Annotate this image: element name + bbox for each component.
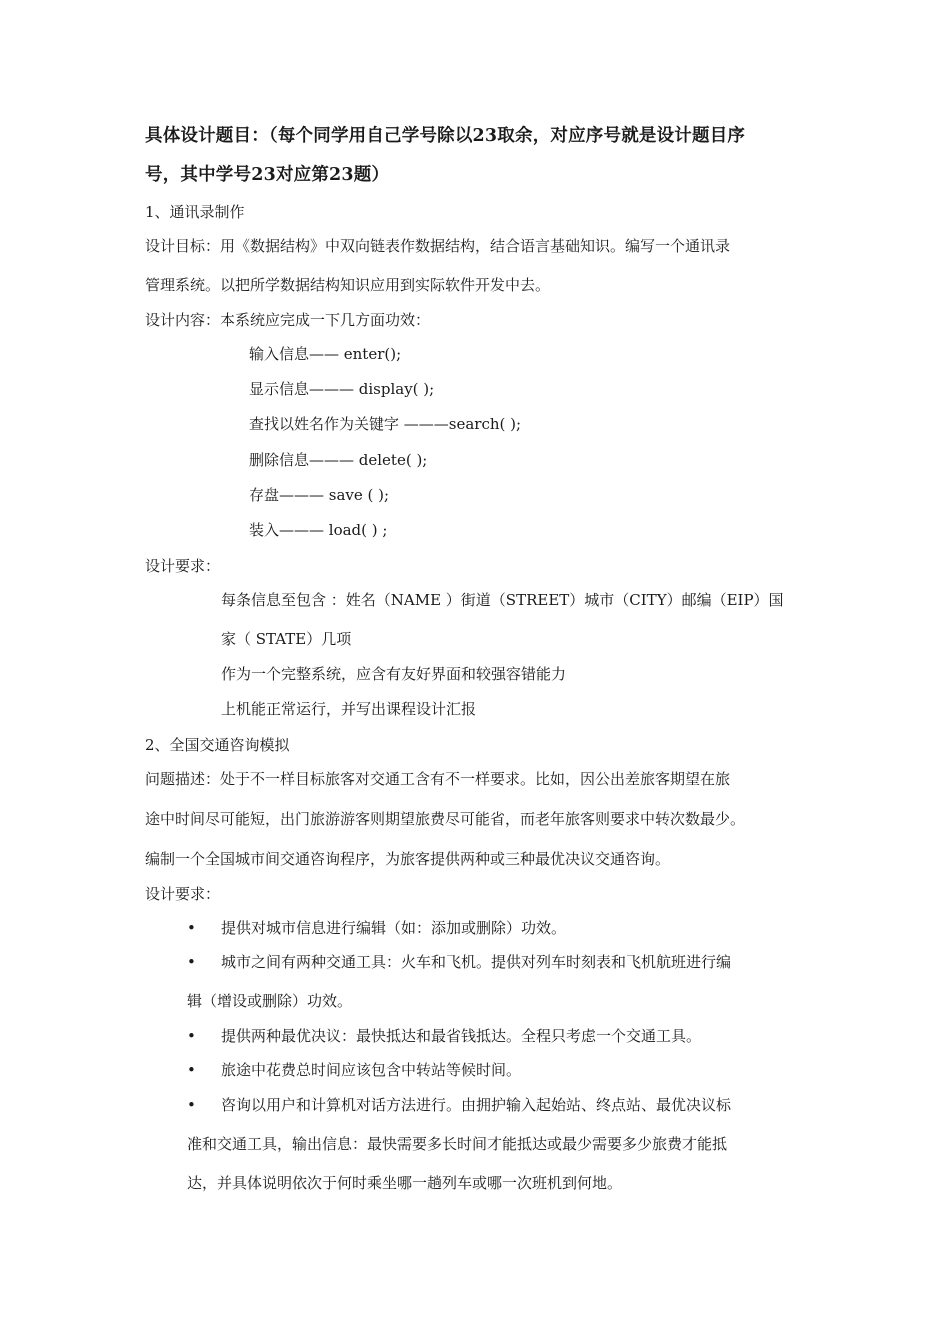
function-item-delete: 删除信息——— delete( ); <box>249 451 428 469</box>
topic1-req-1-line-1: 每条信息至包含 ：姓名（NAME ）街道（STREET）城市（CITY）邮编（EIP）国 <box>221 591 784 609</box>
topic2-desc-line-1: 问题描述：处于不一样目标旅客对交通工含有不一样要求。比如，因公出差旅客期望在旅 <box>145 770 731 788</box>
topic2-desc-line-2: 途中时间尽可能短，出门旅游游客则期望旅费尽可能省，而老年旅客则要求中转次数最少。 <box>145 810 746 828</box>
topic2-bullet-3: 提供两种最优决议：最快抵达和最省钱抵达。全程只考虑一个交通工具。 <box>221 1027 702 1045</box>
bullet-marker: • <box>187 1027 196 1045</box>
topic1-content-intro: 设计内容：本系统应完成一下几方面功效： <box>145 311 431 329</box>
topic2-bullet-2-line-1: 城市之间有两种交通工具：火车和飞机。提供对列车时刻表和飞机航班进行编 <box>221 953 732 971</box>
function-item-display: 显示信息——— display( ); <box>249 380 435 398</box>
topic2-bullet-5-line-3: 达，并具体说明依次于何时乘坐哪一趟列车或哪一次班机到何地。 <box>187 1174 623 1192</box>
topic2-title: 2、全国交通咨询模拟 <box>145 736 290 754</box>
heading-line-2: 号，其中学号23对应第23题） <box>145 165 390 185</box>
topic1-req-title: 设计要求： <box>145 557 221 575</box>
topic2-bullet-5-line-2: 准和交通工具，输出信息：最快需要多长时间才能抵达或最少需要多少旅费才能抵 <box>187 1135 728 1153</box>
topic2-bullet-5-line-1: 咨询以用户和计算机对话方法进行。由拥护输入起始站、终点站、最优决议标 <box>221 1096 732 1114</box>
function-item-load: 装入——— load( ) ; <box>249 521 388 539</box>
topic2-desc-line-3: 编制一个全国城市间交通咨询程序，为旅客提供两种或三种最优决议交通咨询。 <box>145 850 671 868</box>
function-item-save: 存盘——— save ( ); <box>249 486 390 504</box>
topic2-bullet-1: 提供对城市信息进行编辑（如：添加或删除）功效。 <box>221 919 567 937</box>
topic2-bullet-4: 旅途中花费总时间应该包含中转站等候时间。 <box>221 1061 522 1079</box>
heading-line-1: 具体设计题目：（每个同学用自己学号除以23取余，对应序号就是设计题目序 <box>145 126 746 146</box>
bullet-marker: • <box>187 953 196 971</box>
topic2-bullet-2-line-2: 辑（增设或删除）功效。 <box>187 992 353 1010</box>
bullet-marker: • <box>187 1061 196 1079</box>
bullet-marker: • <box>187 919 196 937</box>
function-item-enter: 输入信息—— enter(); <box>249 345 402 363</box>
topic1-req-1-line-2: 家（ STATE）几项 <box>221 630 352 648</box>
topic1-goal-line-1: 设计目标：用《数据结构》中双向链表作数据结构，结合语言基础知识。编写一个通讯录 <box>145 237 731 255</box>
topic1-title: 1、通讯录制作 <box>145 203 245 221</box>
topic1-req-2: 作为一个完整系统，应含有友好界面和较强容错能力 <box>221 665 567 683</box>
bullet-marker: • <box>187 1096 196 1114</box>
topic1-goal-line-2: 管理系统。以把所学数据结构知识应用到实际软件开发中去。 <box>145 276 551 294</box>
topic2-req-title: 设计要求： <box>145 885 221 903</box>
topic1-req-3: 上机能正常运行，并写出课程设计汇报 <box>221 700 477 718</box>
function-item-search: 查找以姓名作为关键字 ———search( ); <box>249 415 522 433</box>
